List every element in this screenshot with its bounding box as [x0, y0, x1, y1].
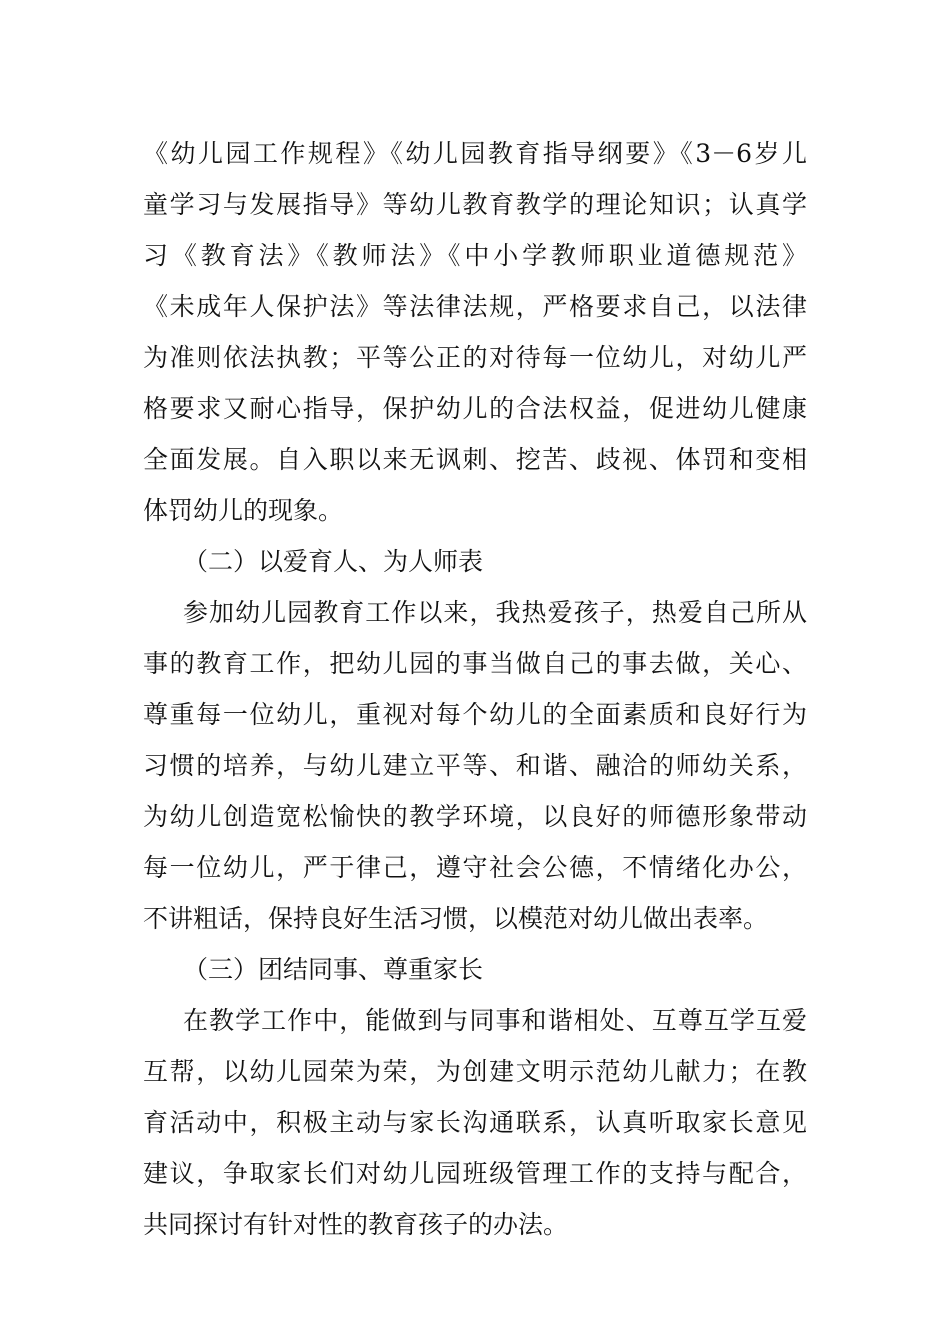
- text-line: 为准则依法执教；平等公正的对待每一位幼儿，对幼儿严: [143, 343, 807, 372]
- text-line: 事的教育工作，把幼儿园的事当做自己的事去做，关心、: [143, 649, 807, 678]
- text-line: 互帮，以幼儿园荣为荣，为创建文明示范幼儿献力；在教: [143, 1057, 807, 1086]
- text-line: 全面发展。自入职以来无讽刺、挖苦、歧视、体罚和变相: [143, 445, 807, 474]
- text-line: 在教学工作中，能做到与同事和谐相处、互尊互学互爱: [183, 1006, 807, 1035]
- paragraph-3: [143, 995, 807, 1250]
- paragraph-2: [143, 587, 807, 944]
- text-line: 《幼儿园工作规程》《幼儿园教育指导纲要》《3－6岁儿: [143, 139, 807, 168]
- text-line: 育活动中，积极主动与家长沟通联系，认真听取家长意见: [143, 1108, 807, 1137]
- text-line: 建议，争取家长们对幼儿园班级管理工作的支持与配合，: [143, 1159, 807, 1188]
- text-line: 共同探讨有针对性的教育孩子的办法。: [143, 1210, 569, 1239]
- text-line: 《未成年人保护法》等法律法规，严格要求自己，以法律: [143, 292, 807, 321]
- text-line: 体罚幼儿的现象。: [143, 496, 344, 525]
- text-line: 格要求又耐心指导，保护幼儿的合法权益，促进幼儿健康: [143, 394, 807, 423]
- text-line: 不讲粗话，保持良好生活习惯，以模范对幼儿做出表率。: [143, 904, 769, 933]
- text-line: 习《教育法》《教师法》《中小学教师职业道德规范》: [143, 241, 807, 270]
- text-line: 为幼儿创造宽松愉快的教学环境，以良好的师德形象带动: [143, 802, 807, 831]
- text-line: 习惯的培养，与幼儿建立平等、和谐、融洽的师幼关系，: [143, 751, 807, 780]
- text-line: 童学习与发展指导》等幼儿教育教学的理论知识；认真学: [143, 190, 807, 219]
- text-line: 尊重每一位幼儿，重视对每个幼儿的全面素质和良好行为: [143, 700, 807, 729]
- text-line: 每一位幼儿，严于律己，遵守社会公德，不情绪化办公，: [143, 853, 807, 882]
- section-heading-2: （二）以爱育人、为人师表: [183, 547, 484, 576]
- text-line: 参加幼儿园教育工作以来，我热爱孩子，热爱自己所从: [183, 598, 807, 627]
- paragraph-1: [143, 128, 807, 536]
- document-body: [143, 128, 807, 1250]
- section-heading-3: （三）团结同事、尊重家长: [183, 955, 484, 984]
